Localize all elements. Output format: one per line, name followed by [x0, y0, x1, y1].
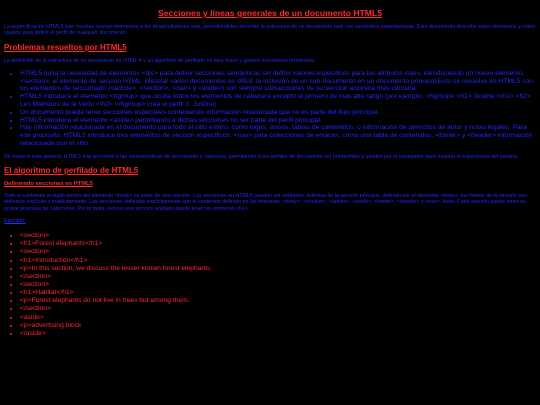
example-label: Ejemplo: [4, 218, 26, 225]
code-line: • </aside> [20, 330, 536, 338]
problems-outro: De manera más general, HTML5 trae precisión a las características de seccionado y cabecera, permitiendo a los perfiles de documento ser predecibles y usados por el navegador para mejorar la experiencia del usuario. [4, 153, 519, 160]
problems-heading: Problemas resueltos por HTML5 [4, 42, 127, 52]
code-line: • <section> [20, 281, 536, 289]
code-line: • <section> [20, 248, 536, 256]
intro-paragraph: La especificación HTML5 trae muchas nuevas elementos a los desarrolladores web, permitiéndoles describir la estructura de un documento web con semántica estandarizada. Este documento describe estos elementos y cómo usarlos para definir el perfil de cualquier documento. [4, 24, 536, 37]
code-line: • <section> [20, 232, 536, 240]
problems-list [4, 70, 536, 148]
sections-paragraph: Todo el contenido incluido dentro del elemento <body> es parte de una sección. Las secciones en HTML5 pueden ser anidadas. Además de la sección principal, definida por el elemento <body>, los límites de la sección son definidos explícita o implícitamente. Las secciones definidas explícitamente son el contenido definido en las etiquetas: <body>, <section>, <article>, <aside>, <footer>, <header> y <nav>. Nota: Cada sección puede tener su propia jerarquía de cabeceras. Por lo tanto, incluso una sección anidada puede tener un elemento <h1>. [4, 193, 527, 212]
code-line: • <p>In this section, we discuss the lesser known forest elephants. [20, 265, 536, 273]
list-item: • Hay información relacionada en el documento para todo el sitio entero, como logos, avisos, tablas de contenidos, o información de derechos de autor y notas legales. Para ese propósito, HTML5 introduce tres elementos de sección específicos: <nav> para colecciones de enlaces, como una tabla de contenidos, <footer> y <header> información relacionada con el sitio. [20, 124, 536, 147]
page-title: Secciones y líneas generales de un documento HTML5 [158, 8, 382, 18]
example-code-list [4, 232, 536, 338]
code-line: • <h1>Introduction</h1> [20, 257, 536, 265]
list-item: • HTML5 introduce el elemento <hgroup> que oculta todos los elementos de cabecera excepto el primero de más alto rango (por ejemplo, <hgroup> <h1> Justine </h1> <h2> Les Malheurs de la Vertu </h2> </hgroup> crea el perfil 1. Justine). [20, 93, 536, 109]
code-line: • </section> [20, 305, 536, 313]
code-line: • <p>advertising block [20, 322, 536, 330]
list-item: • Un documento puede tener secciones especiales conteniendo información relacionada que no es parte del flujo principal. [20, 109, 536, 117]
code-line: • <h1>Habitat</h1> [20, 289, 536, 297]
code-line: • <p>Forest elephants do not live in trees but among them. [20, 297, 536, 305]
algorithm-heading: El algoritmo de perfilado de HTML5 [4, 166, 139, 176]
sections-subheading: Definiendo secciones en HTML5 [4, 181, 93, 188]
list-item: • HTML5 introduce el elemento <aside> permitiendo a dichas secciones no ser parte del perfil principal. [20, 117, 536, 125]
code-line: • <aside> [20, 314, 536, 322]
list-item: • HTML5 quita la necesidad de elementos <div> para definir secciones semánticas sin definir valores específicos para los atributos class, introduciendo un nuevo elemento, <section>, el elemento de sección HTML. Mezclar varios documentos es difícil: la inclusión de un sub-documento en un documento principal.Esto se resuelve en HTML5 con los elementos de seccionado (<article>, <section>, <nav> y <aside>) son siempre subsecciones de su sección ancestra más cercana. [20, 70, 536, 93]
code-line: • </section> [20, 273, 536, 281]
code-line: • <h1>Forest elephants</h1> [20, 240, 536, 248]
problems-intro: La definición de la estructura de un documento en HTML 4 y su algoritmo de perfilado es muy tosco y genera numerosos problemas: [4, 57, 316, 64]
